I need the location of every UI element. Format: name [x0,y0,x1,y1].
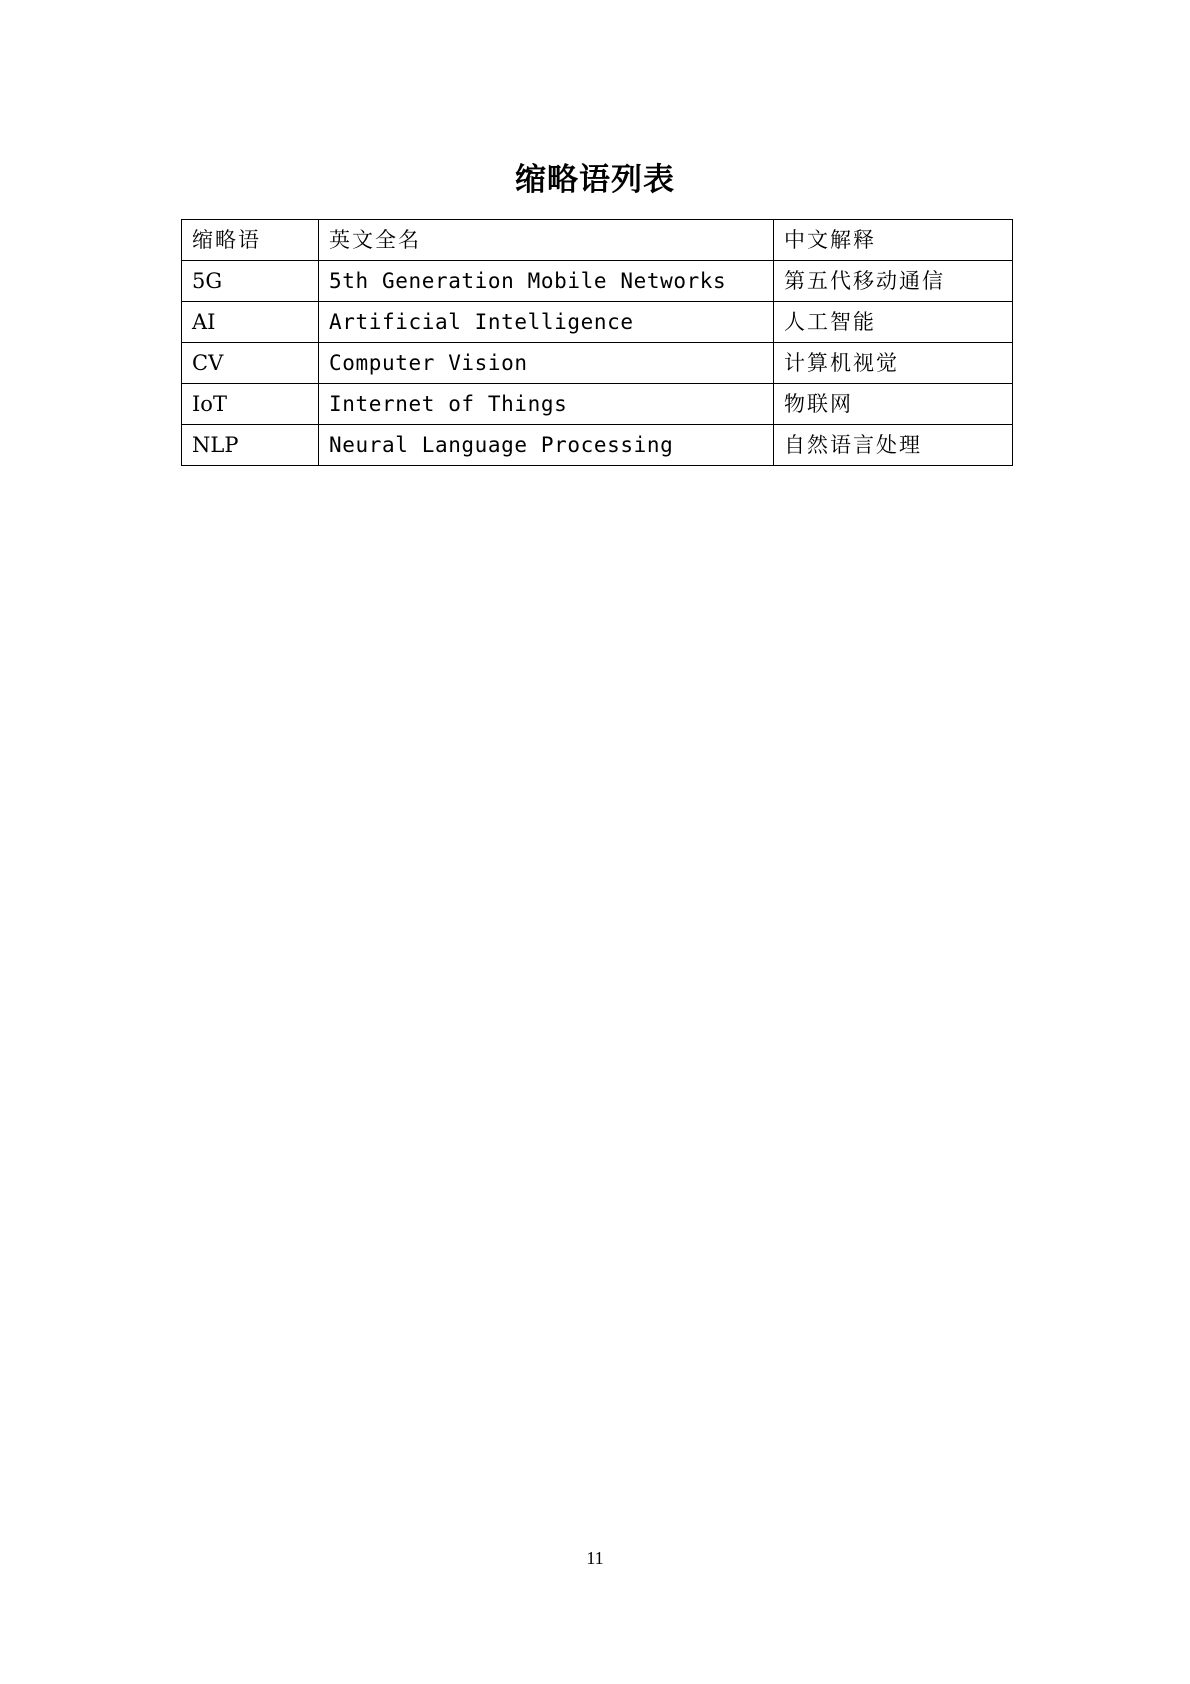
table-row [182,384,1013,425]
abbreviation-cell: CV [182,343,319,384]
table-row [182,343,1013,384]
header-english-full-name: 英文全名 [319,220,774,261]
chinese-name-cell: 自然语言处理 [774,425,1013,466]
english-name-cell: Internet of Things [319,384,774,425]
english-name-cell: Neural Language Processing [319,425,774,466]
abbreviation-table [181,219,1013,466]
chinese-name-cell: 第五代移动通信 [774,261,1013,302]
english-name-cell: Computer Vision [319,343,774,384]
table-row [182,425,1013,466]
chinese-name-cell: 计算机视觉 [774,343,1013,384]
header-chinese-explanation: 中文解释 [774,220,1013,261]
page-number: 11 [586,1548,604,1568]
table-row [182,302,1013,343]
chinese-name-cell: 物联网 [774,384,1013,425]
header-abbreviation: 缩略语 [182,220,319,261]
abbreviation-cell: 5G [182,261,319,302]
english-name-cell: Artificial Intelligence [319,302,774,343]
table-row [182,261,1013,302]
chinese-name-cell: 人工智能 [774,302,1013,343]
table-header-row [182,220,1013,261]
abbreviation-cell: NLP [182,425,319,466]
page-title: 缩略语列表 [515,162,675,198]
abbreviation-cell: AI [182,302,319,343]
english-name-cell: 5th Generation Mobile Networks [319,261,774,302]
abbreviation-cell: IoT [182,384,319,425]
